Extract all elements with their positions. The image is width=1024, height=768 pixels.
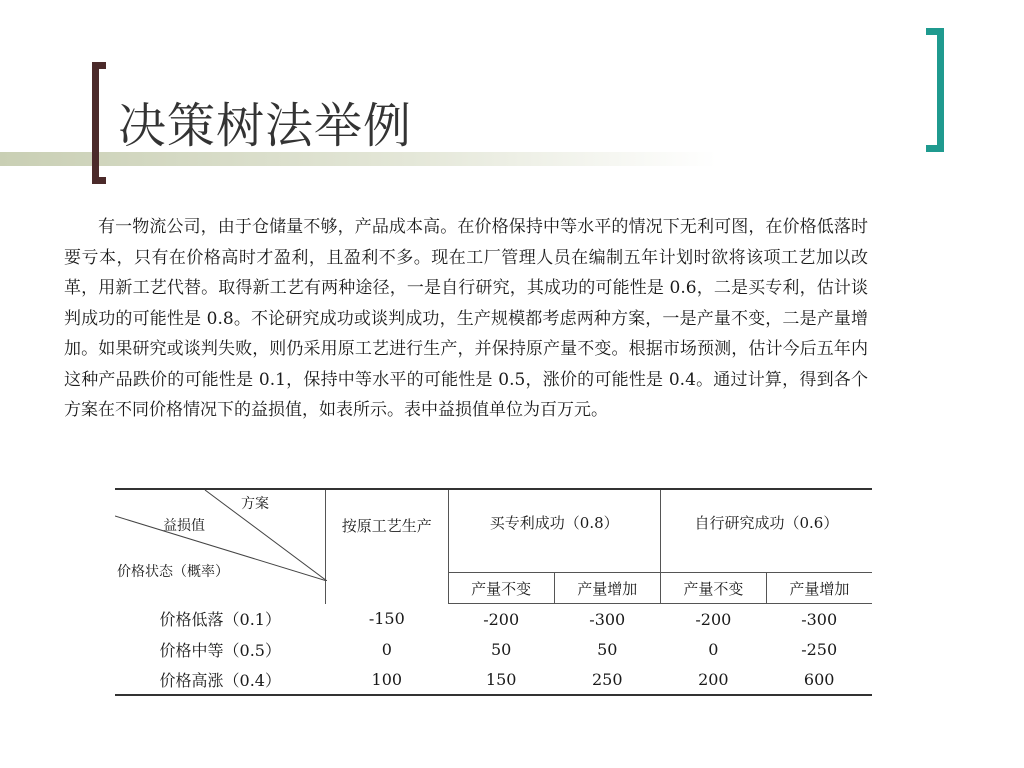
cell-value: 50 xyxy=(491,639,512,659)
left-bracket-decoration xyxy=(92,62,106,184)
cell-value: 200 xyxy=(660,664,766,695)
corner-label-plan: 方案 xyxy=(241,496,269,512)
right-bracket-decoration xyxy=(926,28,944,152)
row-state: 价格高涨（0.4） xyxy=(115,664,325,695)
cell-value: 250 xyxy=(554,664,660,695)
table-row-medium xyxy=(115,634,872,664)
cell-value: -200 xyxy=(483,609,520,629)
cell-value: 150 xyxy=(448,664,554,695)
cell-value: -300 xyxy=(589,609,626,629)
slide-title: 决策树法举例 xyxy=(118,98,413,154)
row-state: 价格低落（0.1） xyxy=(159,610,281,630)
cell-value: -200 xyxy=(695,609,732,629)
subheader-research-same: 产量不变 xyxy=(660,573,766,604)
cell-value: -250 xyxy=(801,639,838,659)
payoff-table xyxy=(115,488,872,696)
body-paragraph: 有一物流公司，由于仓储量不够，产品成本高。在价格保持中等水平的情况下无利可图，在价格低落时要亏本，只有在价格高时才盈利，且盈利不多。现在工厂管理人员在编制五年计划时欲将该项工艺加以改革，用新工艺代替。取得新工艺有两种途径，一是自行研究，其成功的可能性是 0.6，二是买专利，估计谈判成功的可能性是 0.8。不论研究成功或谈判成功，生产规模都考虑两种方案，一是产量不变，二是产量增加。如果研究或谈判失败，则仍采用原工艺进行生产，并保持原产量不变。根据市场预测，估计今后五年内这种产品跌价的可能性是 0.1，保持中等水平的可能性是 0.5，涨价的可能性是 0.4。通过计算，得到各个方案在不同价格情况下的益损值，如表所示。表中益损值单位为百万元。 xyxy=(64,217,868,420)
table-header-row xyxy=(115,489,872,573)
header-patent-group: 买专利成功（0.8） xyxy=(448,489,660,573)
subheader-patent-increase: 产量增加 xyxy=(554,573,660,604)
cell-value: 0 xyxy=(708,639,719,659)
header-original-process: 按原工艺生产 xyxy=(325,489,448,604)
cell-value: 100 xyxy=(325,664,448,695)
table-row-high xyxy=(115,664,872,695)
cell-value: 600 xyxy=(766,664,872,695)
header-research-group: 自行研究成功（0.6） xyxy=(660,489,872,573)
subheader-research-increase: 产量增加 xyxy=(766,573,872,604)
table-row-low xyxy=(115,604,872,635)
cell-value: -300 xyxy=(801,609,838,629)
table-corner-cell xyxy=(115,489,325,604)
row-state: 价格中等（0.5） xyxy=(159,640,281,660)
cell-value: 0 xyxy=(381,639,392,659)
cell-value: 50 xyxy=(597,639,618,659)
corner-label-state: 价格状态（概率） xyxy=(117,564,229,580)
corner-label-payoff: 益损值 xyxy=(163,518,205,534)
cell-value: -150 xyxy=(368,609,405,629)
subheader-patent-same: 产量不变 xyxy=(448,573,554,604)
